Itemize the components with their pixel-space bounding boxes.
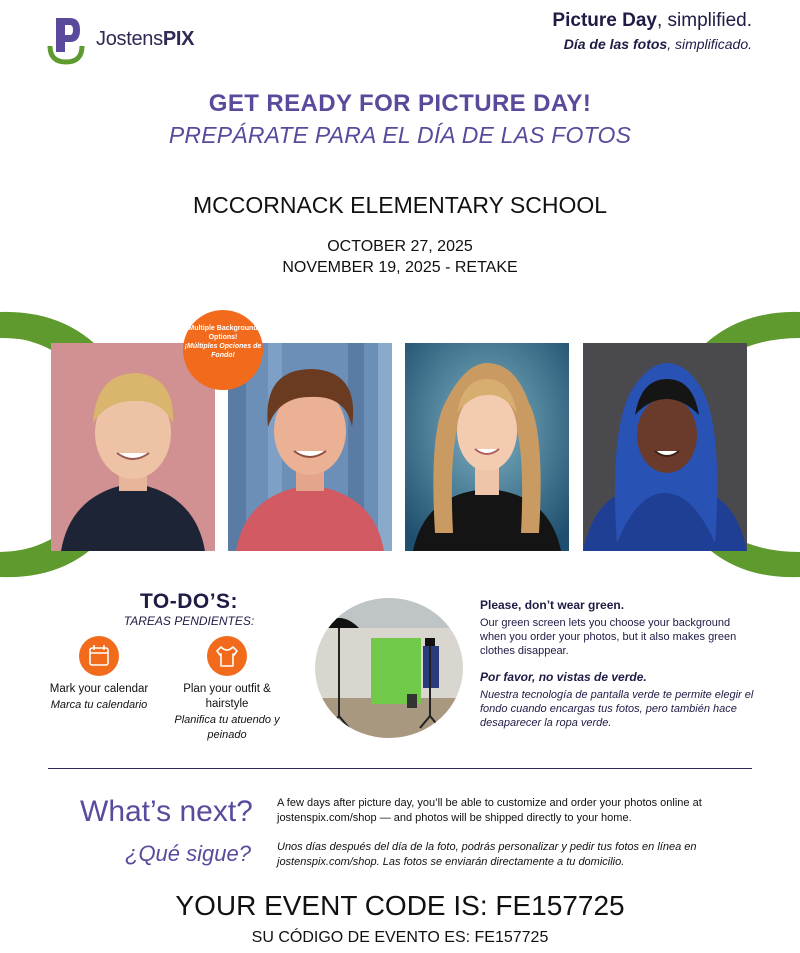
date-retake: NOVEMBER 19, 2025 - RETAKE (282, 259, 518, 276)
todo-item-outfit (172, 636, 282, 743)
headline-en: GET READY FOR PICTURE DAY! (208, 90, 592, 117)
todo-label-en: Plan your outfit & hairstyle (183, 683, 271, 710)
whats-next-title-es: ¿Qué sigue? (125, 841, 251, 866)
headline-es: PREPÁRATE PARA EL DÍA DE LAS FOTOS (168, 122, 632, 148)
event-code: YOUR EVENT CODE IS: FE157725 (175, 890, 625, 921)
no-green-body-es: Nuestra tecnología de pantalla verde te permite elegir el fondo cuando encargas tus fotos, pero también hace desaparecer la ropa verde. (480, 689, 754, 729)
badge-text-en: Multiple Background Options! (188, 325, 258, 341)
todo-subtitle: TAREAS PENDIENTES: (123, 614, 255, 628)
badge-text-es: ¡Múltiples Opciones de Fondo! (184, 343, 262, 359)
todo-item-calendar (44, 636, 154, 713)
logo-mark-icon (44, 16, 88, 66)
tagline-es: Día de las fotos, simplificado. (563, 36, 752, 52)
todo-label-es: Planifica tu atuendo y peinado (174, 714, 280, 741)
event-code-es: SU CÓDIGO DE EVENTO ES: FE157725 (251, 929, 549, 946)
whats-next-body-es: Unos días después del día de la foto, podrás personalizar y pedir tus fotos en línea en jostenspix.com/shop. Las fotos se enviarán directamente a tu domicilio. (277, 841, 697, 868)
no-green-heading-es: Por favor, no vistas de verde. (480, 670, 647, 684)
green-screen-photo (315, 598, 463, 738)
todo-label-es: Marca tu calendario (50, 699, 148, 711)
tagline-en: Picture Day, simplified. (552, 10, 752, 31)
calendar-icon (79, 636, 119, 676)
jostenspix-logo (44, 16, 214, 66)
sample-photo-3 (405, 343, 569, 551)
section-divider (48, 768, 752, 769)
school-name: MCCORNACK ELEMENTARY SCHOOL (192, 192, 608, 218)
headline (0, 90, 800, 149)
tagline (552, 10, 752, 52)
background-options-badge (183, 310, 263, 390)
todo-label-en: Mark your calendar (49, 683, 149, 695)
todo-section (44, 590, 314, 741)
no-green-heading-en: Please, don’t wear green. (480, 598, 625, 612)
sample-photo-4 (583, 343, 747, 551)
photo-band (0, 300, 800, 585)
shirt-icon (207, 636, 247, 676)
logo-wordmark: JostensPIX (96, 28, 195, 50)
todo-title: TO-DO’S: (139, 590, 239, 613)
whats-next-title: What’s next? (80, 795, 253, 828)
no-green-body-en: Our green screen lets you choose your background when you order your photos, but it also makes green clothes disappear. (480, 617, 737, 657)
no-green-note (480, 598, 755, 730)
date-primary: OCTOBER 27, 2025 (327, 238, 473, 255)
picture-dates (0, 236, 800, 278)
whats-next-body: A few days after picture day, you’ll be able to customize and order your photos online at jostenspix.com/shop — and photos will be shipped directly to your home. (277, 797, 702, 824)
